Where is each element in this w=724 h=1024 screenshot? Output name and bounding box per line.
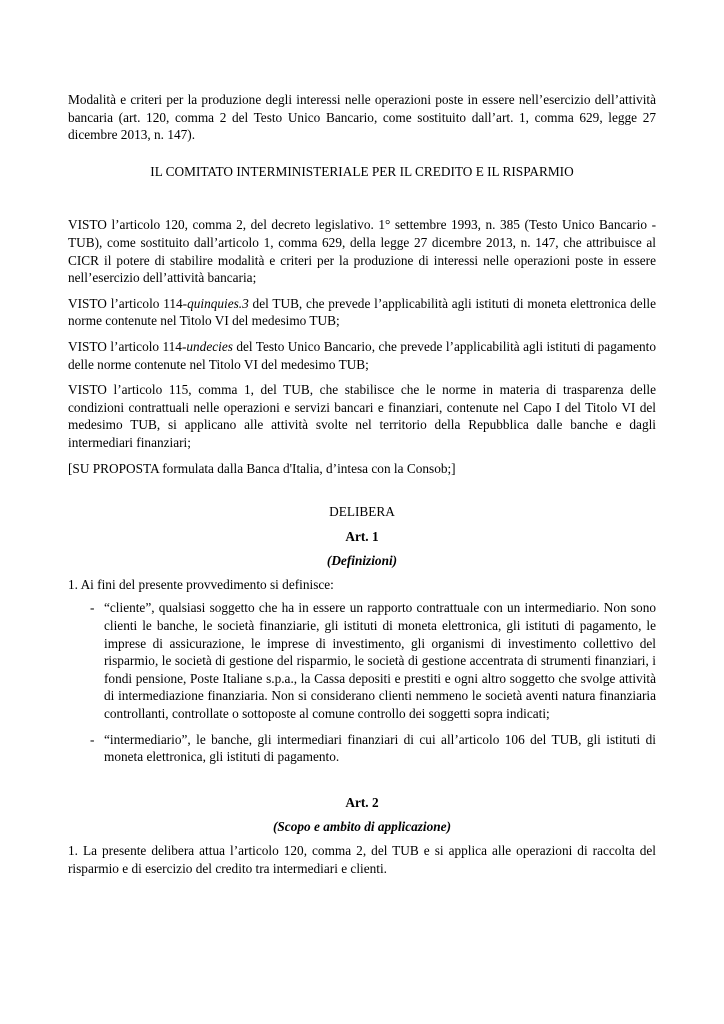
delibera-heading: DELIBERA — [329, 504, 395, 520]
art-2-title: Art. 2 — [345, 794, 379, 810]
committee-heading: IL COMITATO INTERMINISTERIALE PER IL CREDITO E IL RISPARMIO — [150, 163, 574, 179]
visto-3-before: VISTO l’articolo 114- — [68, 338, 187, 354]
visto-paragraph-2 — [68, 295, 656, 330]
document-page — [68, 91, 656, 877]
dash-bullet: - — [90, 600, 95, 616]
visto-paragraph-4: VISTO l’articolo 115, comma 1, del TUB, che stabilisce che le norme in materia di trasparenza delle condizioni contrattuali nelle operazioni e servizi bancari e finanziari, contenute nel Capo I del Titolo VI del medesimo TUB, si applicano alle attività svolte nel territorio della Repubblica dalle banche e dagli intermediari finanziari; — [68, 382, 656, 450]
list-item — [68, 599, 656, 722]
art-2-paragraph-1: 1. La presente delibera attua l’articolo 120, comma 2, del TUB e si applica alle operazioni di raccolta del risparmio e di esercizio del credito tra intermediari e clienti. — [68, 843, 656, 876]
visto-2-before: VISTO l’articolo 114- — [68, 295, 188, 311]
dash-bullet: - — [90, 731, 95, 747]
definition-cliente: “cliente”, qualsiasi soggetto che ha in essere un rapporto contrattuale con un intermediario. Non sono clienti le banche, le società finanziarie, gli istituti di moneta elettronica, gli istituti di pagamento, le imprese di assicurazione, le imprese di investimento, gli organismi di investimento collettivo del risparmio, le società di gestione del risparmio, le società di gestione accentrata di strumenti finanziari, i fondi pensione, Poste Italiane s.p.a., la Cassa depositi e prestiti e ogni altro soggetto che svolge attività di intermediazione finanziaria. Non si considerano clienti nemmeno le società aventi natura finanziaria controllanti, controllate o sottoposte al comune controllo dei soggetti sopra indicati; — [104, 600, 656, 722]
art-1-title: Art. 1 — [345, 528, 379, 544]
art-2-subtitle: (Scopo e ambito di applicazione) — [272, 819, 451, 835]
visto-3-after: del Testo Unico Bancario, che prevede l’applicabilità agli istituti di pagamento delle norme contenute nel Titolo VI del medesimo TUB; — [68, 338, 656, 372]
proposta-paragraph: [SU PROPOSTA formulata dalla Banca d'Italia, d’intesa con la Consob;] — [68, 460, 456, 476]
definitions-list — [68, 599, 656, 765]
visto-3-italic: undecies — [186, 338, 233, 354]
visto-2-italic: quinquies.3 — [187, 295, 249, 311]
definition-intermediario: “intermediario”, le banche, gli intermediari finanziari di cui all’articolo 106 del TUB, gli istituti di moneta elettronica, gli istituti di pagamento. — [104, 731, 656, 765]
art-1-intro: 1. Ai fini del presente provvedimento si definisce: — [68, 576, 334, 592]
visto-paragraph-3 — [68, 338, 656, 373]
document-title: Modalità e criteri per la produzione degli interessi nelle operazioni poste in essere nell’esercizio dell’attività bancaria (art. 120, comma 2 del Testo Unico Bancario, come sostituito dall’art. 1, comma 629, legge 27 dicembre 2013, n. 147). — [68, 92, 656, 143]
visto-paragraph-1: VISTO l’articolo 120, comma 2, del decreto legislativo. 1° settembre 1993, n. 385 (Testo Unico Bancario - TUB), come sostituito dall’articolo 1, comma 629, della legge 27 dicembre 2013, n. 147, che attribuisce al CICR il potere di stabilire modalità e criteri per la produzione di interessi nelle operazioni poste in essere nell’esercizio dell’attività bancaria; — [68, 217, 656, 286]
visto-2-after: del TUB, che prevede l’applicabilità agli istituti di moneta elettronica delle norme contenute nel Titolo VI del medesimo TUB; — [68, 295, 656, 329]
art-1-subtitle: (Definizioni) — [326, 553, 398, 569]
list-item — [68, 731, 656, 766]
